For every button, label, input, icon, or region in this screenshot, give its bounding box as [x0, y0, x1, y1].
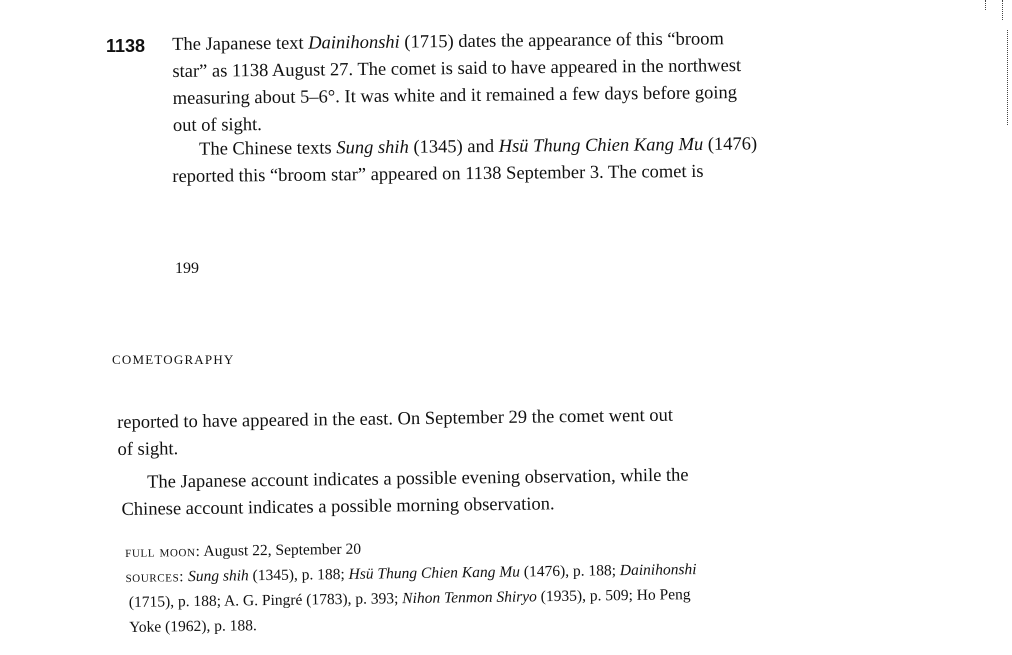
- text-line: The Japanese account indicates a possible evening observation, while the: [147, 465, 689, 493]
- paragraph-continuation: [117, 403, 674, 464]
- sources-line: Yoke (1962), p. 188.: [129, 617, 257, 636]
- text-line: reported to have appeared in the east. On September 29 the comet went out: [117, 405, 674, 433]
- text-line: The Chinese texts Sung shih (1345) and Hsü Thung Chien Kang Mu (1476): [199, 134, 758, 160]
- sources-line: sources: Sung shih (1345), p. 188; Hsü Thung Chien Kang Mu (1476), p. 188; Dainihonshi: [125, 561, 697, 586]
- text-line: star” as 1138 August 27. The comet is said to have appeared in the northwest: [172, 56, 742, 82]
- title-dainihonshi: Dainihonshi: [308, 32, 400, 54]
- text-line: measuring about 5–6°. It was white and it remained a few days before going: [172, 83, 738, 109]
- title-hsu-thung-chien-kang-mu: Hsü Thung Chien Kang Mu: [498, 134, 704, 157]
- scan-edge-mark: [1007, 30, 1008, 125]
- paragraph-japanese-account: [172, 26, 742, 140]
- references-block: [125, 532, 697, 640]
- comet-year-heading: 1138: [106, 36, 146, 56]
- text-line: out of sight.: [172, 115, 262, 136]
- text-line: reported this “broom star” appeared on 1138 September 3. The comet is: [172, 161, 704, 187]
- title-sung-shih: Sung shih: [336, 137, 409, 159]
- text-line: of sight.: [117, 439, 179, 460]
- paragraph-chinese-account: [172, 131, 758, 191]
- page-number: 199: [175, 260, 199, 277]
- text-line: Chinese account indicates a possible morning observation.: [121, 494, 555, 520]
- text-line: The Japanese text Dainihonshi (1715) dates the appearance of this “broom: [172, 29, 724, 55]
- scan-edge-mark: [985, 0, 986, 10]
- paragraph-observation-note: [121, 463, 689, 524]
- scan-edge-mark: [1002, 0, 1003, 20]
- full-moon-line: full moon: August 22, September 20: [125, 540, 362, 561]
- running-head: COMETOGRAPHY: [112, 352, 235, 367]
- sources-label: sources:: [125, 568, 185, 586]
- full-moon-label: full moon:: [125, 542, 201, 561]
- sources-line: (1715), p. 188; A. G. Pingré (1783), p. 393; Nihon Tenmon Shiryo (1935), p. 509; Ho Peng: [128, 586, 691, 611]
